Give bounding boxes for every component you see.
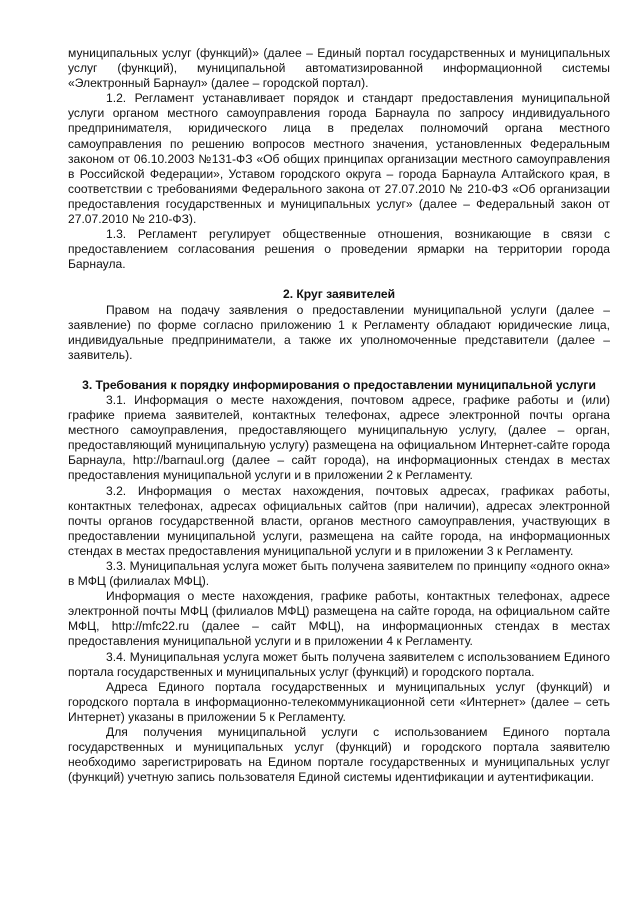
paragraph: 1.2. Регламент устанавливает порядок и стандарт предоставления муниципальной услуги органом местного самоуправления города Барнаула по запросу индивидуального предпринимателя, юридического лица в пределах полномочий органа местного самоуправления по решению вопросов местного значения, установленных Федеральным законом от 06.10.2003 №131-ФЗ «Об общих принципах организации местного самоуправления в Российской Федерации», Уставом городского округа – города Барнаула Алтайского края, в соответствии с требованиями Федерального закона от 27.07.2010 № 210-ФЗ «Об организации предоставления государственных и муниципальных услуг» (далее – Федеральный закон от 27.07.2010 № 210-ФЗ).	[68, 91, 610, 227]
paragraph: 3.3. Муниципальная услуга может быть получена заявителем по принципу «одного окна» в МФЦ (филиалах МФЦ).	[68, 559, 610, 589]
paragraph: Адреса Единого портала государственных и муниципальных услуг (функций) и городского портала в информационно-телекоммуникационной сети «Интернет» (далее – сеть Интернет) указаны в приложении 5 к Регламенту.	[68, 679, 610, 724]
paragraph: 3.1. Информация о месте нахождения, почтовом адресе, графике работы и (или) графике приема заявителей, контактных телефонах, адресе электронной почты органа местного самоуправления, предоставляющего муниципальную услугу, (далее – орган, предоставляющий муниципальную услугу) размещена на официальном Интернет-сайте города Барнаула, http://barnaul.org (далее – сайт города), на информационных стендах в местах предоставления муниципальной услуги и в приложении 2 к Регламенту.	[68, 392, 610, 483]
section-gap	[68, 363, 610, 378]
section-heading: 2. Круг заявителей	[282, 287, 395, 302]
paragraph: Для получения муниципальной услуги с использованием Единого портала государственных и муниципальных услуг (функций) и городского портала заявителю необходимо зарегистрировать на Едином портале государственных и муниципальных услуг (функций) учетную запись пользователя Единой системы идентификации и аутентификации.	[68, 725, 610, 785]
section-heading: 3. Требования к порядку информирования о предоставлении муниципальной услуги	[82, 377, 596, 392]
paragraph: 1.3. Регламент регулирует общественные отношения, возникающие в связи с предоставлением согласования решения о проведении ярмарки на территории города Барнаула.	[68, 227, 610, 272]
paragraph: Правом на подачу заявления о предоставлении муниципальной услуги (далее – заявление) по форме согласно приложению 1 к Регламенту обладают юридические лица, индивидуальные предприниматели, а также их уполномоченные представители (далее – заявитель).	[68, 302, 610, 362]
paragraph: 3.2. Информация о местах нахождения, почтовых адресах, графиках работы, контактных телефонах, адресах официальных сайтов (при наличии), адресах электронной почты органов государственной власти, органов местного самоуправления, участвующих в предоставлении муниципальной услуги, размещена на сайте города, на информационных стендах в местах предоставления муниципальной услуги и в приложении 3 к Регламенту.	[68, 483, 610, 558]
section-gap	[68, 272, 610, 287]
paragraph: муниципальных услуг (функций)» (далее – Единый портал государственных и муниципальных услуг (функций), муниципальной автоматизированной информационной системы «Электронный Барнаул» (далее – городской портал).	[68, 46, 610, 91]
paragraph: Информация о месте нахождения, графике работы, контактных телефонах, адресе электронной почты МФЦ (филиалов МФЦ) размещена на сайте города, на официальном сайте МФЦ, http://mfc22.ru (далее – сайт МФЦ), на информационных стендах в местах предоставления муниципальной услуги и в приложении 4 к Регламенту.	[68, 589, 610, 649]
paragraph: 3.4. Муниципальная услуга может быть получена заявителем с использованием Единого портала государственных и муниципальных услуг (функций) и городского портала.	[68, 649, 610, 679]
